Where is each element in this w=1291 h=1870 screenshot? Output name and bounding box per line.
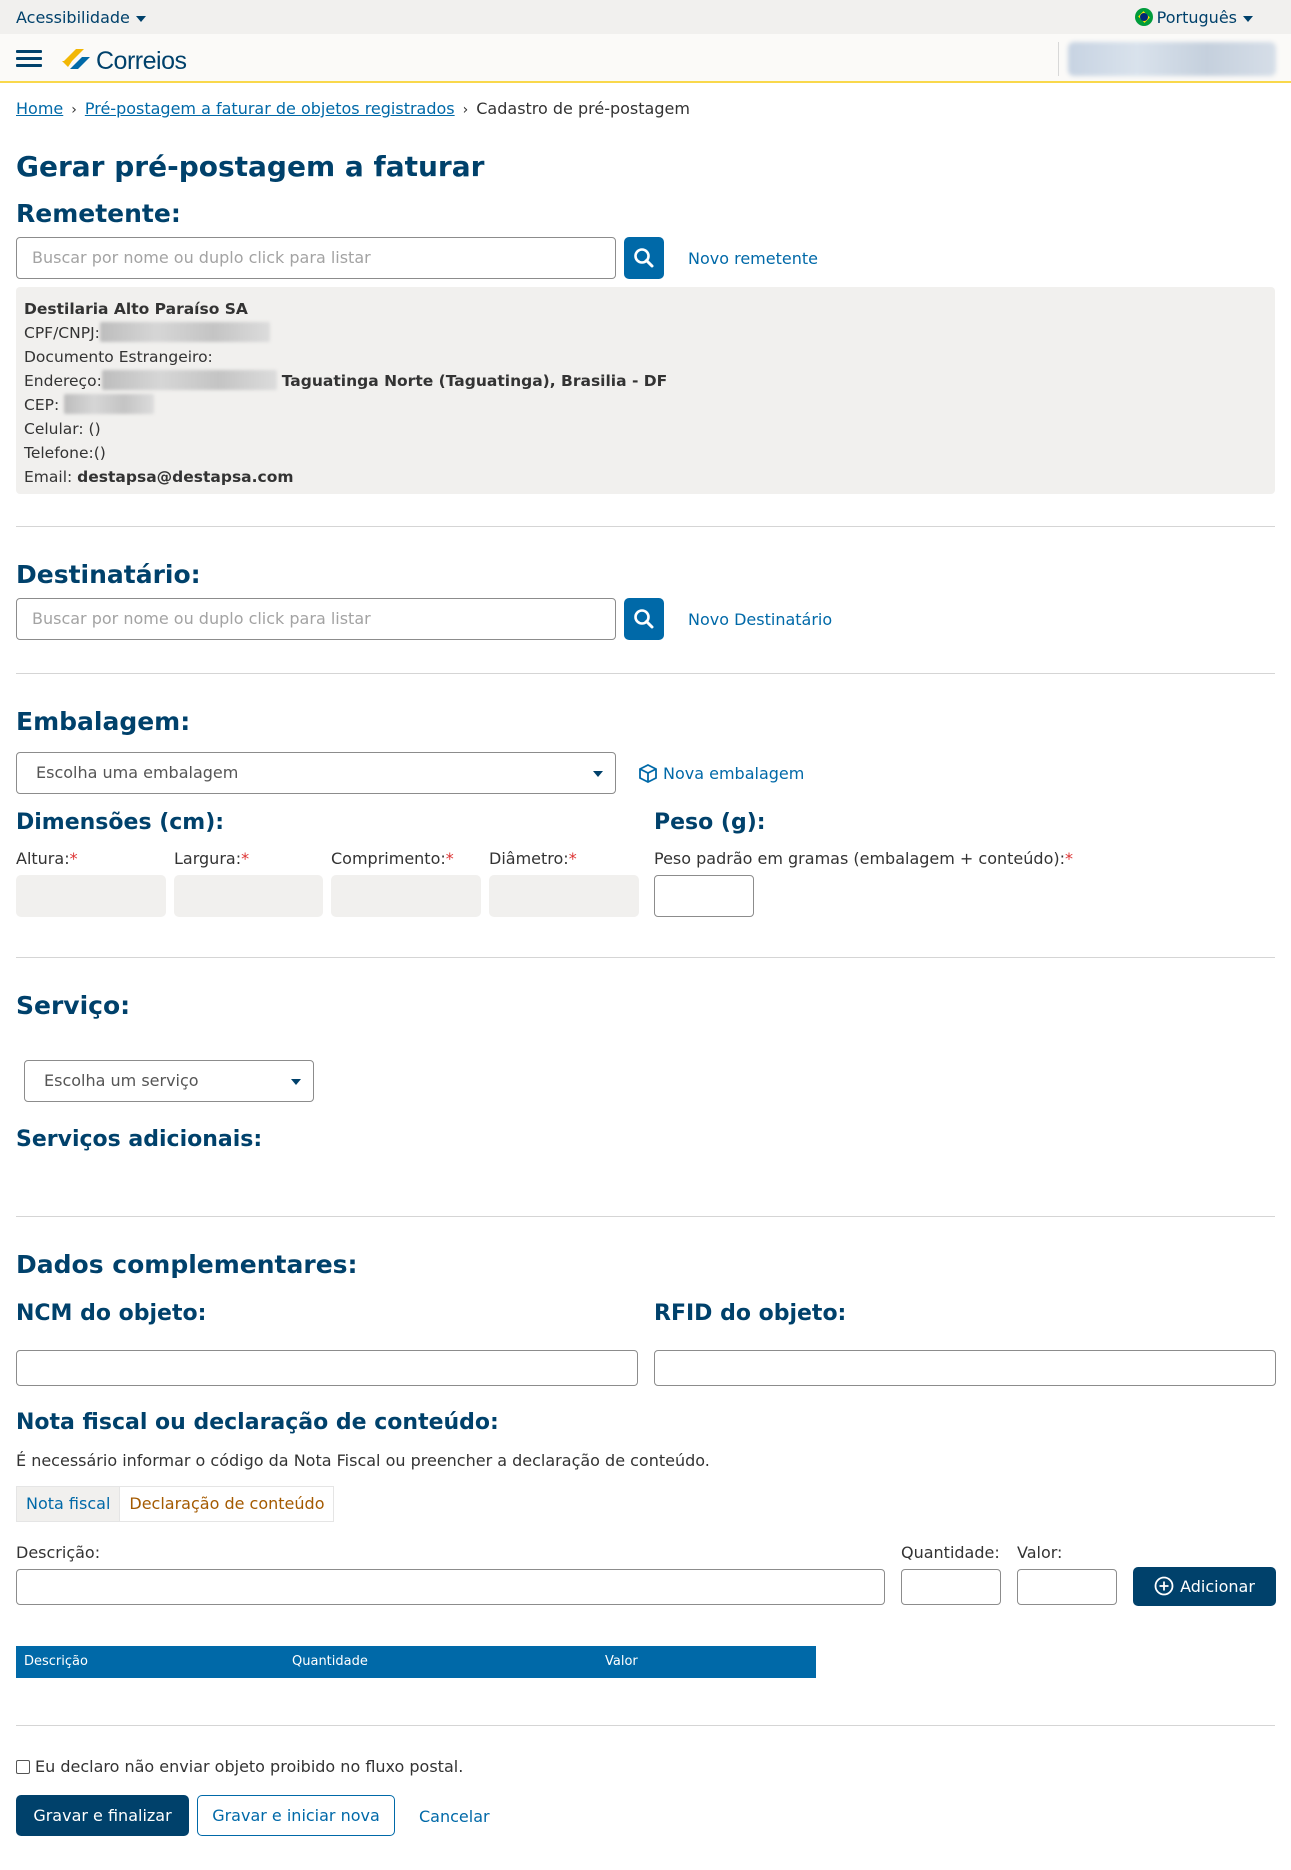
new-embalagem-link[interactable] <box>637 763 804 783</box>
user-info[interactable] <box>1068 42 1276 76</box>
chevron-right-icon: › <box>71 102 77 118</box>
new-destinatario-link[interactable]: Novo Destinatário <box>688 610 833 629</box>
altura-label <box>16 849 78 868</box>
email-label: Email: <box>24 468 73 486</box>
breadcrumb-parent[interactable]: Pré-postagem a faturar de objetos registrados <box>84 99 455 118</box>
col-quantidade: Quantidade <box>292 1654 368 1669</box>
chevron-down-icon <box>136 16 146 22</box>
rfid-input[interactable] <box>654 1350 1276 1386</box>
breadcrumb <box>16 99 690 118</box>
ncm-input[interactable] <box>16 1350 638 1386</box>
chevron-down-icon <box>1243 16 1253 22</box>
save-finish-button[interactable]: Gravar e finalizar <box>16 1795 189 1836</box>
destinatario-search-button[interactable] <box>624 598 664 640</box>
largura-input <box>174 875 323 917</box>
remetente-title: Remetente: <box>16 199 181 228</box>
items-table-header <box>16 1646 816 1678</box>
new-embalagem-label: Nova embalagem <box>663 764 805 783</box>
save-new-button[interactable]: Gravar e iniciar nova <box>197 1795 395 1836</box>
peso-input[interactable] <box>654 875 754 917</box>
required-mark: * <box>69 849 78 868</box>
declaration-label: Eu declaro não enviar objeto proibido no fluxo postal. <box>35 1757 464 1776</box>
col-valor: Valor <box>605 1654 638 1669</box>
box-icon <box>637 763 659 783</box>
destinatario-title: Destinatário: <box>16 560 201 589</box>
col-descricao: Descrição <box>24 1654 88 1669</box>
cpf-label: CPF/CNPJ: <box>24 324 100 342</box>
embalagem-select[interactable] <box>16 752 616 794</box>
required-mark: * <box>568 849 577 868</box>
cep-value-redacted <box>64 394 154 414</box>
quantidade-input[interactable] <box>901 1569 1001 1605</box>
largura-label <box>174 849 249 868</box>
diametro-label <box>489 849 577 868</box>
language-label: Português <box>1156 8 1237 27</box>
required-mark: * <box>1064 849 1073 868</box>
servico-select[interactable] <box>24 1060 314 1102</box>
breadcrumb-current: Cadastro de pré-postagem <box>476 99 690 118</box>
tab-declaracao-conteudo[interactable]: Declaração de conteúdo <box>120 1486 334 1522</box>
logo-text: Correios <box>96 47 187 75</box>
comprimento-input <box>331 875 481 917</box>
header-divider <box>1058 42 1059 76</box>
remetente-search-input[interactable]: Buscar por nome ou duplo click para listar <box>16 237 616 279</box>
descricao-input[interactable] <box>16 1569 885 1605</box>
required-mark: * <box>445 849 454 868</box>
diametro-label-text: Diâmetro: <box>489 849 569 868</box>
plus-circle-icon <box>1154 1576 1174 1596</box>
cancel-link[interactable]: Cancelar <box>419 1807 490 1826</box>
required-mark: * <box>241 849 250 868</box>
search-icon <box>624 598 664 640</box>
valor-input[interactable] <box>1017 1569 1117 1605</box>
tab-nota-fiscal[interactable]: Nota fiscal <box>16 1486 120 1522</box>
destinatario-search-input[interactable]: Buscar por nome ou duplo click para listar <box>16 598 616 640</box>
add-item-label: Adicionar <box>1180 1577 1255 1596</box>
utility-bar <box>0 0 1291 34</box>
dados-complementares-title: Dados complementares: <box>16 1250 358 1279</box>
divider <box>16 673 1275 674</box>
remetente-search-button[interactable] <box>624 237 664 279</box>
accessibility-menu[interactable] <box>16 8 146 27</box>
address-redacted <box>102 370 277 390</box>
address-city: Taguatinga Norte (Taguatinga), Brasilia - DF <box>281 372 668 390</box>
nota-fiscal-title: Nota fiscal ou declaração de conteúdo: <box>16 1410 499 1435</box>
cpf-value-redacted <box>100 322 270 342</box>
divider <box>16 526 1275 527</box>
rfid-title: RFID do objeto: <box>654 1301 847 1326</box>
servico-select-value: Escolha um serviço <box>44 1071 199 1090</box>
ncm-title: NCM do objeto: <box>16 1301 207 1326</box>
peso-label-text: Peso padrão em gramas (embalagem + conteúdo): <box>654 849 1065 868</box>
remetente-name: Destilaria Alto Paraíso SA <box>24 300 248 318</box>
embalagem-title: Embalagem: <box>16 707 191 736</box>
add-item-button[interactable] <box>1133 1567 1276 1606</box>
chevron-down-icon <box>593 771 603 777</box>
page-title: Gerar pré-postagem a faturar <box>16 150 485 183</box>
comprimento-label <box>331 849 454 868</box>
new-remetente-link[interactable]: Novo remetente <box>688 249 818 268</box>
divider <box>16 1216 1275 1217</box>
search-icon <box>624 237 664 279</box>
altura-label-text: Altura: <box>16 849 70 868</box>
dimensoes-title: Dimensões (cm): <box>16 810 225 835</box>
peso-label <box>654 849 1073 868</box>
declaration-checkbox[interactable] <box>16 1760 30 1774</box>
diametro-input <box>489 875 639 917</box>
comprimento-label-text: Comprimento: <box>331 849 446 868</box>
largura-label-text: Largura: <box>174 849 242 868</box>
brazil-flag-icon <box>1135 8 1153 26</box>
altura-input <box>16 875 166 917</box>
language-selector[interactable] <box>1135 8 1253 27</box>
peso-title: Peso (g): <box>654 810 766 835</box>
foreign-doc-label: Documento Estrangeiro: <box>24 348 213 366</box>
embalagem-select-value: Escolha uma embalagem <box>36 763 239 782</box>
accessibility-label: Acessibilidade <box>16 8 130 27</box>
servicos-adicionais-title: Serviços adicionais: <box>16 1127 263 1152</box>
correios-logo-icon <box>60 45 94 73</box>
chevron-down-icon <box>291 1079 301 1085</box>
address-label: Endereço: <box>24 372 102 390</box>
email-value: destapsa@destapsa.com <box>77 468 294 486</box>
valor-label: Valor: <box>1017 1543 1063 1562</box>
menu-icon[interactable] <box>16 50 42 68</box>
remetente-card <box>16 287 1275 494</box>
servico-title: Serviço: <box>16 991 131 1020</box>
divider <box>16 957 1275 958</box>
cep-label: CEP: <box>24 396 60 414</box>
chevron-right-icon: › <box>462 102 469 118</box>
breadcrumb-home[interactable]: Home <box>16 99 64 118</box>
phone-label: Telefone:() <box>24 444 106 462</box>
descricao-label: Descrição: <box>16 1543 101 1562</box>
quantidade-label: Quantidade: <box>901 1543 1000 1562</box>
mobile-label: Celular: () <box>24 420 101 438</box>
nota-fiscal-info: É necessário informar o código da Nota Fiscal ou preencher a declaração de conteúdo. <box>16 1451 710 1470</box>
divider <box>16 1725 1275 1726</box>
nota-tabs <box>16 1486 334 1522</box>
site-header <box>0 34 1291 83</box>
